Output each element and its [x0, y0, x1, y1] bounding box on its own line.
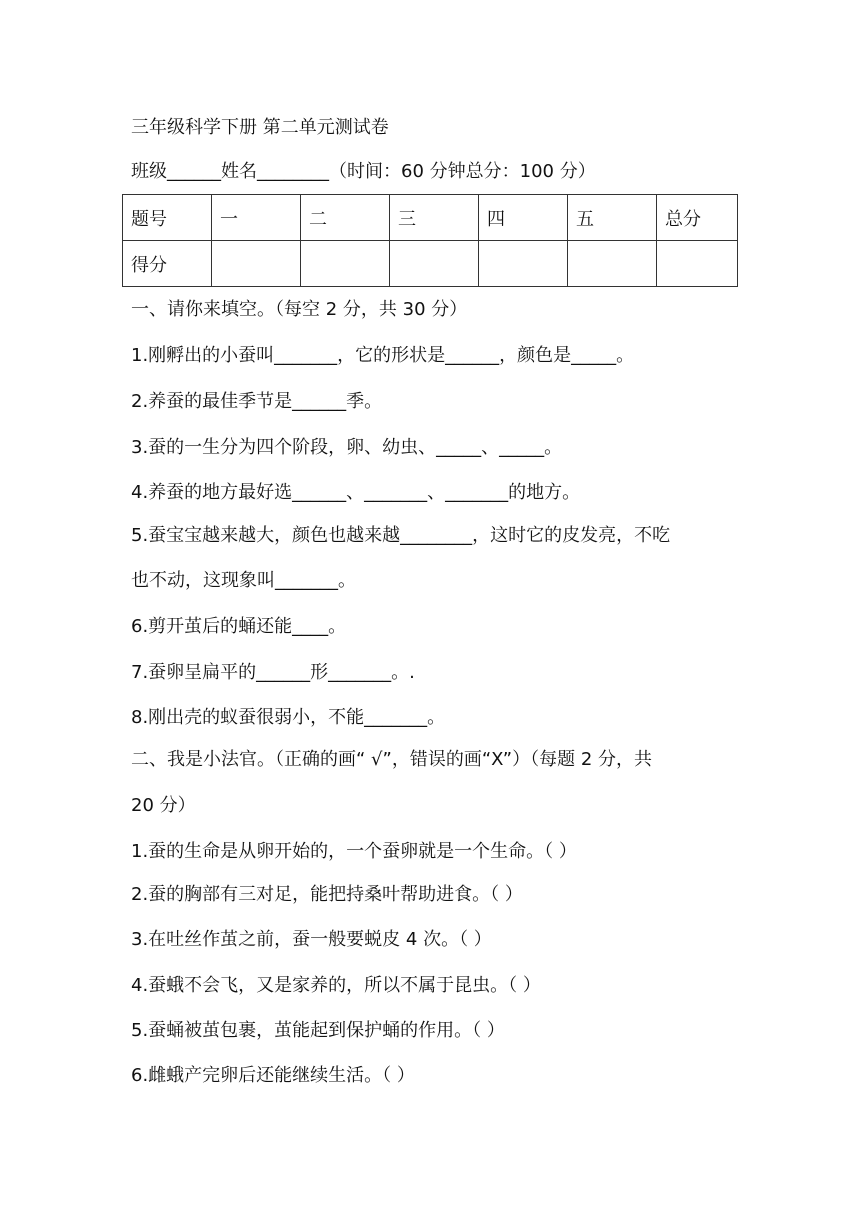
section-2-heading: 二、我是小法官。（正确的画“ √”，错误的画“X”）（每题 2 分，共 — [131, 749, 652, 770]
table-cell — [212, 241, 301, 287]
question-item: 5.蚕宝宝越来越大，颜色也越来越________，这时它的皮发亮，不吃 — [131, 525, 671, 546]
table-cell — [390, 241, 479, 287]
document-title: 三年级科学下册 第二单元测试卷 — [131, 117, 389, 138]
question-item: 6.剪开茧后的蛹还能____。 — [131, 616, 347, 637]
question-item: 7.蚕卵呈扁平的______形_______。. — [131, 662, 415, 683]
question-item: 8.刚出壳的蚁蚕很弱小，不能_______。 — [131, 707, 446, 728]
question-item: 3.蚕的一生分为四个阶段，卵、幼虫、_____、_____。 — [131, 437, 563, 458]
table-cell: 五 — [568, 195, 657, 241]
table-cell: 得分 — [123, 241, 212, 287]
table-cell: 题号 — [123, 195, 212, 241]
table-cell: 总分 — [657, 195, 738, 241]
table-cell — [657, 241, 738, 287]
score-table — [122, 194, 738, 287]
score-table-score-row — [123, 241, 738, 287]
question-item: 4.养蚕的地方最好选______、_______、_______的地方。 — [131, 482, 581, 503]
table-cell: 三 — [390, 195, 479, 241]
question-item: 6.雌蛾产完卵后还能继续生活。（ ） — [131, 1065, 415, 1086]
section-1-heading: 一、请你来填空。（每空 2 分，共 30 分） — [131, 299, 468, 320]
table-cell: 四 — [479, 195, 568, 241]
table-cell — [301, 241, 390, 287]
score-table-header-row — [123, 195, 738, 241]
table-cell — [479, 241, 568, 287]
question-item: 2.养蚕的最佳季节是______季。 — [131, 391, 383, 412]
table-cell — [568, 241, 657, 287]
question-item: 1.刚孵出的小蚕叫_______，它的形状是______，颜色是_____。 — [131, 345, 635, 366]
question-item: 3.在吐丝作茧之前，蚕一般要蜕皮 4 次。（ ） — [131, 929, 492, 950]
section-2-heading-continuation: 20 分） — [131, 795, 196, 816]
table-cell: 一 — [212, 195, 301, 241]
question-item: 2.蚕的胸部有三对足，能把持桑叶帮助进食。（ ） — [131, 884, 523, 905]
question-item: 1.蚕的生命是从卵开始的，一个蚕卵就是一个生命。（ ） — [131, 841, 577, 862]
student-info-line: 班级______姓名________（时间：60 分钟总分：100 分） — [131, 161, 596, 182]
question-item: 5.蚕蛹被茧包裹，茧能起到保护蛹的作用。（ ） — [131, 1020, 505, 1041]
table-cell: 二 — [301, 195, 390, 241]
question-item-continuation: 也不动，这现象叫_______。 — [131, 570, 356, 591]
question-item: 4.蚕蛾不会飞，又是家养的，所以不属于昆虫。（ ） — [131, 975, 541, 996]
